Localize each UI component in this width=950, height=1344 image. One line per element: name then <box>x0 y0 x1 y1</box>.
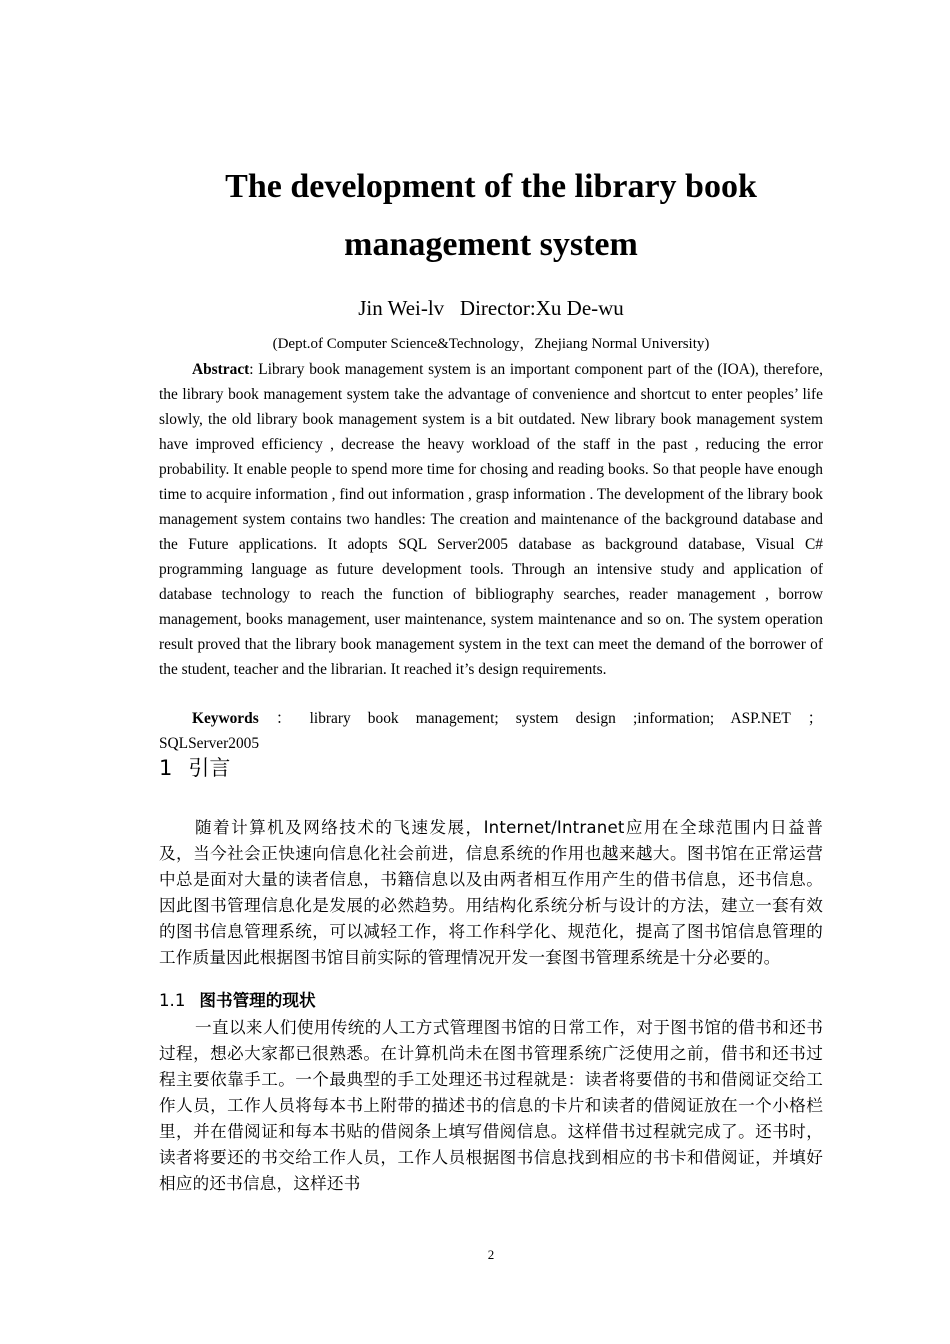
paper-title-line-2: management system <box>344 226 638 263</box>
keywords <box>159 706 823 756</box>
subsection-title: 图书管理的现状 <box>199 991 316 1010</box>
body-paragraph-2: 一直以来人们使用传统的人工方式管理图书馆的日常工作，对于图书馆的借书和还书过程，想必大家都已很熟悉。在计算机尚未在图书管理系统广泛使用之前，借书和还书过程主要依靠手工。一个最典型的手工处理还书过程就是：读者将要借的书和借阅证交给工作人员，工作人员将每本书上附带的描述书的信息的卡片和读者的借阅证放在一个小格栏里，并在借阅证和每本书贴的借阅条上填写借阅信息。这样借书过程就完成了。还书时，读者将要还的书交给工作人员，工作人员根据图书信息找到相应的书卡和借阅证，并填好相应的还书信息，这样还书 <box>159 1018 823 1193</box>
section-number: 1 <box>159 756 173 780</box>
subsection-number: 1.1 <box>159 991 186 1010</box>
subsection-heading-1-1 <box>159 988 316 1014</box>
keywords-label: Keywords <box>192 710 259 727</box>
section-heading-1 <box>159 752 230 784</box>
paper-title-line-1: The development of the library book <box>225 168 757 205</box>
keywords-text: ： library book management; system design ;information; ASP.NET ；SQLServer2005 <box>159 710 823 752</box>
abstract-label: Abstract <box>192 361 250 378</box>
authors: Jin Wei-lv Director:Xu De-wu <box>358 296 624 320</box>
page-number: 2 <box>487 1247 495 1262</box>
abstract-text: : Library book management system is an important component part of the (IOA), therefore, the library book management system take the advantage of convenience and shortcut to enter peoples’ life slowly, the old library book management system is a bit outdated. New library book management system have improved efficiency , decrease the heavy workload of the staff in the past , reducing the error probability. It enable people to spend more time for chosing and reading books. So that people have enough time to acquire information , find out information , grasp information . The development of the library book management system contains two handles: The creation and maintenance of the background database and the Future applications. It adopts SQL Server2005 database as background database, Visual C# programming language as future development tools. Through an intensive study and application of database technology to reach the function of bibliography searches, reader management , borrow management, books management, user maintenance, system maintenance and so on. The system operation result proved that the library book management system in the text can meet the demand of the borrower of the student, teacher and the librarian. It reached it’s design requirements. <box>159 361 823 678</box>
abstract <box>159 357 823 682</box>
section-title: 引言 <box>188 756 231 780</box>
affiliation: (Dept.of Computer Science&Technology，Zhejiang Normal University) <box>272 336 710 352</box>
body-paragraph-1: 随着计算机及网络技术的飞速发展，Internet/Intranet应用在全球范围内日益普及，当今社会正快速向信息化社会前进，信息系统的作用也越来越大。图书馆在正常运营中总是面对大量的读者信息，书籍信息以及由两者相互作用产生的借书信息，还书信息。因此图书管理信息化是发展的必然趋势。用结构化系统分析与设计的方法，建立一套有效的图书信息管理系统，可以减轻工作，将工作科学化、规范化，提高了图书馆信息管理的工作质量因此根据图书馆目前实际的管理情况开发一套图书管理系统是十分必要的。 <box>159 818 823 967</box>
paper-title <box>159 158 823 274</box>
